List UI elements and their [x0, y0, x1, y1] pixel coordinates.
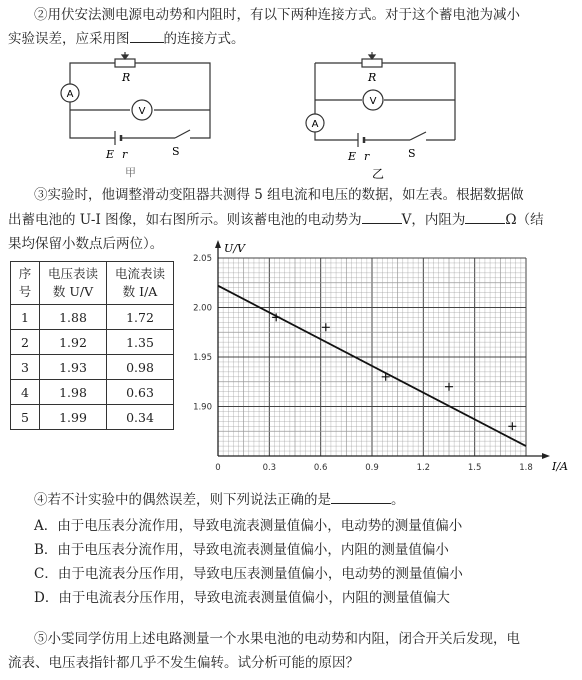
cell-voltage: 1.88 [40, 305, 107, 330]
voltmeter-label: V [369, 96, 377, 107]
q2-line2-pre: 实验误差，应采用图 [8, 31, 130, 47]
q3-line2-mid1: V，内阻为 [401, 212, 466, 228]
header-voltage: 电压表读 数 U/V [40, 262, 107, 305]
caption-yi: 乙 [372, 167, 385, 181]
cell-index: 1 [11, 305, 40, 330]
y-axis-arrow [215, 240, 221, 248]
cell-current: 0.63 [107, 380, 174, 405]
header-current: 电流表读 数 I/A [107, 262, 174, 305]
q2-line2-post: 的连接方式。 [163, 31, 245, 47]
option-c[interactable]: C．由于电流表分压作用，导致电压表测量值偏小，电动势的测量值偏小 [34, 566, 463, 582]
x-tick-label: 0.6 [313, 463, 328, 473]
x-tick-label: 0 [215, 463, 221, 473]
option-a[interactable]: A．由于电压表分流作用，导致电流表测量值偏小，电动势的测量值偏小 [34, 518, 463, 534]
q4-stem [34, 491, 405, 509]
q3-line2-mid2: Ω（结 [505, 212, 544, 228]
option-d[interactable]: D．由于电流表分压作用，导致电流表测量值偏小，内阻的测量值偏大 [34, 590, 450, 606]
header-index: 序 号 [11, 262, 40, 305]
q5-line2: 流表、电压表指针都几乎不发生偏转。试分析可能的原因？ [8, 655, 359, 671]
x-tick-label: 0.9 [365, 463, 379, 473]
rheostat-label: R [122, 71, 131, 84]
x-tick-label: 1.8 [519, 463, 533, 473]
cell-current: 1.72 [107, 305, 174, 330]
cell-voltage: 1.99 [40, 405, 107, 430]
internal-r-label: r [122, 148, 128, 161]
caption-jia: 甲 [125, 166, 136, 179]
q4-stem-post: 。 [391, 492, 405, 508]
switch-label: S [408, 147, 416, 160]
cell-index: 4 [11, 380, 40, 405]
cell-current: 0.34 [107, 405, 174, 430]
y-axis-label: U/V [224, 242, 245, 255]
q4-stem-pre: ④若不计实验中的偶然误差，则下列说法正确的是 [34, 492, 331, 508]
cell-index: 2 [11, 330, 40, 355]
y-tick-label: 1.90 [193, 402, 212, 413]
cell-index: 5 [11, 405, 40, 430]
x-tick-label: 0.3 [262, 463, 277, 473]
cell-voltage: 1.92 [40, 330, 107, 355]
q3-line3: 果均保留小数点后两位）。 [8, 236, 164, 252]
cell-index: 3 [11, 355, 40, 380]
internal-r-label: r [364, 150, 370, 163]
q3-line1: ③实验时，他调整滑动变阻器共测得 5 组电流和电压的数据，如左表。根据数据做 [34, 187, 524, 203]
cell-current: 1.35 [107, 330, 174, 355]
answer-blank-choice[interactable] [331, 491, 391, 504]
cell-voltage: 1.93 [40, 355, 107, 380]
q2-line1: ②用伏安法测电源电动势和内阻时，有以下两种连接方式。对于这个蓄电池为减小 [34, 7, 520, 23]
data-point [445, 383, 453, 391]
cell-voltage: 1.98 [40, 380, 107, 405]
y-tick-label: 2.00 [193, 303, 212, 314]
y-tick-label: 1.95 [193, 353, 212, 363]
switch-label: S [172, 145, 180, 158]
q5-line1: ⑤小雯同学仿用上述电路测量一个水果电池的电动势和内阻，闭合开关后发现，电 [34, 631, 520, 647]
x-axis-arrow [542, 453, 550, 459]
emf-label: E [106, 148, 115, 161]
voltmeter-label: V [138, 106, 146, 117]
rheostat-label: R [368, 71, 377, 84]
x-tick-label: 1.2 [416, 463, 431, 473]
q3-line2-pre: 出蓄电池的 U-I 图像，如右图所示。则该蓄电池的电动势为 [8, 212, 362, 228]
x-tick-label: 1.5 [467, 463, 482, 473]
data-point [322, 323, 330, 331]
option-b[interactable]: B．由于电压表分流作用，导致电流表测量值偏小，内阻的测量值偏小 [34, 542, 449, 558]
data-point [508, 422, 516, 430]
x-axis-label: I/A [552, 460, 568, 473]
y-tick-label: 2.05 [193, 254, 212, 264]
emf-label: E [348, 150, 357, 163]
ammeter-label: A [311, 119, 319, 130]
cell-current: 0.98 [107, 355, 174, 380]
ammeter-label: A [66, 89, 74, 100]
